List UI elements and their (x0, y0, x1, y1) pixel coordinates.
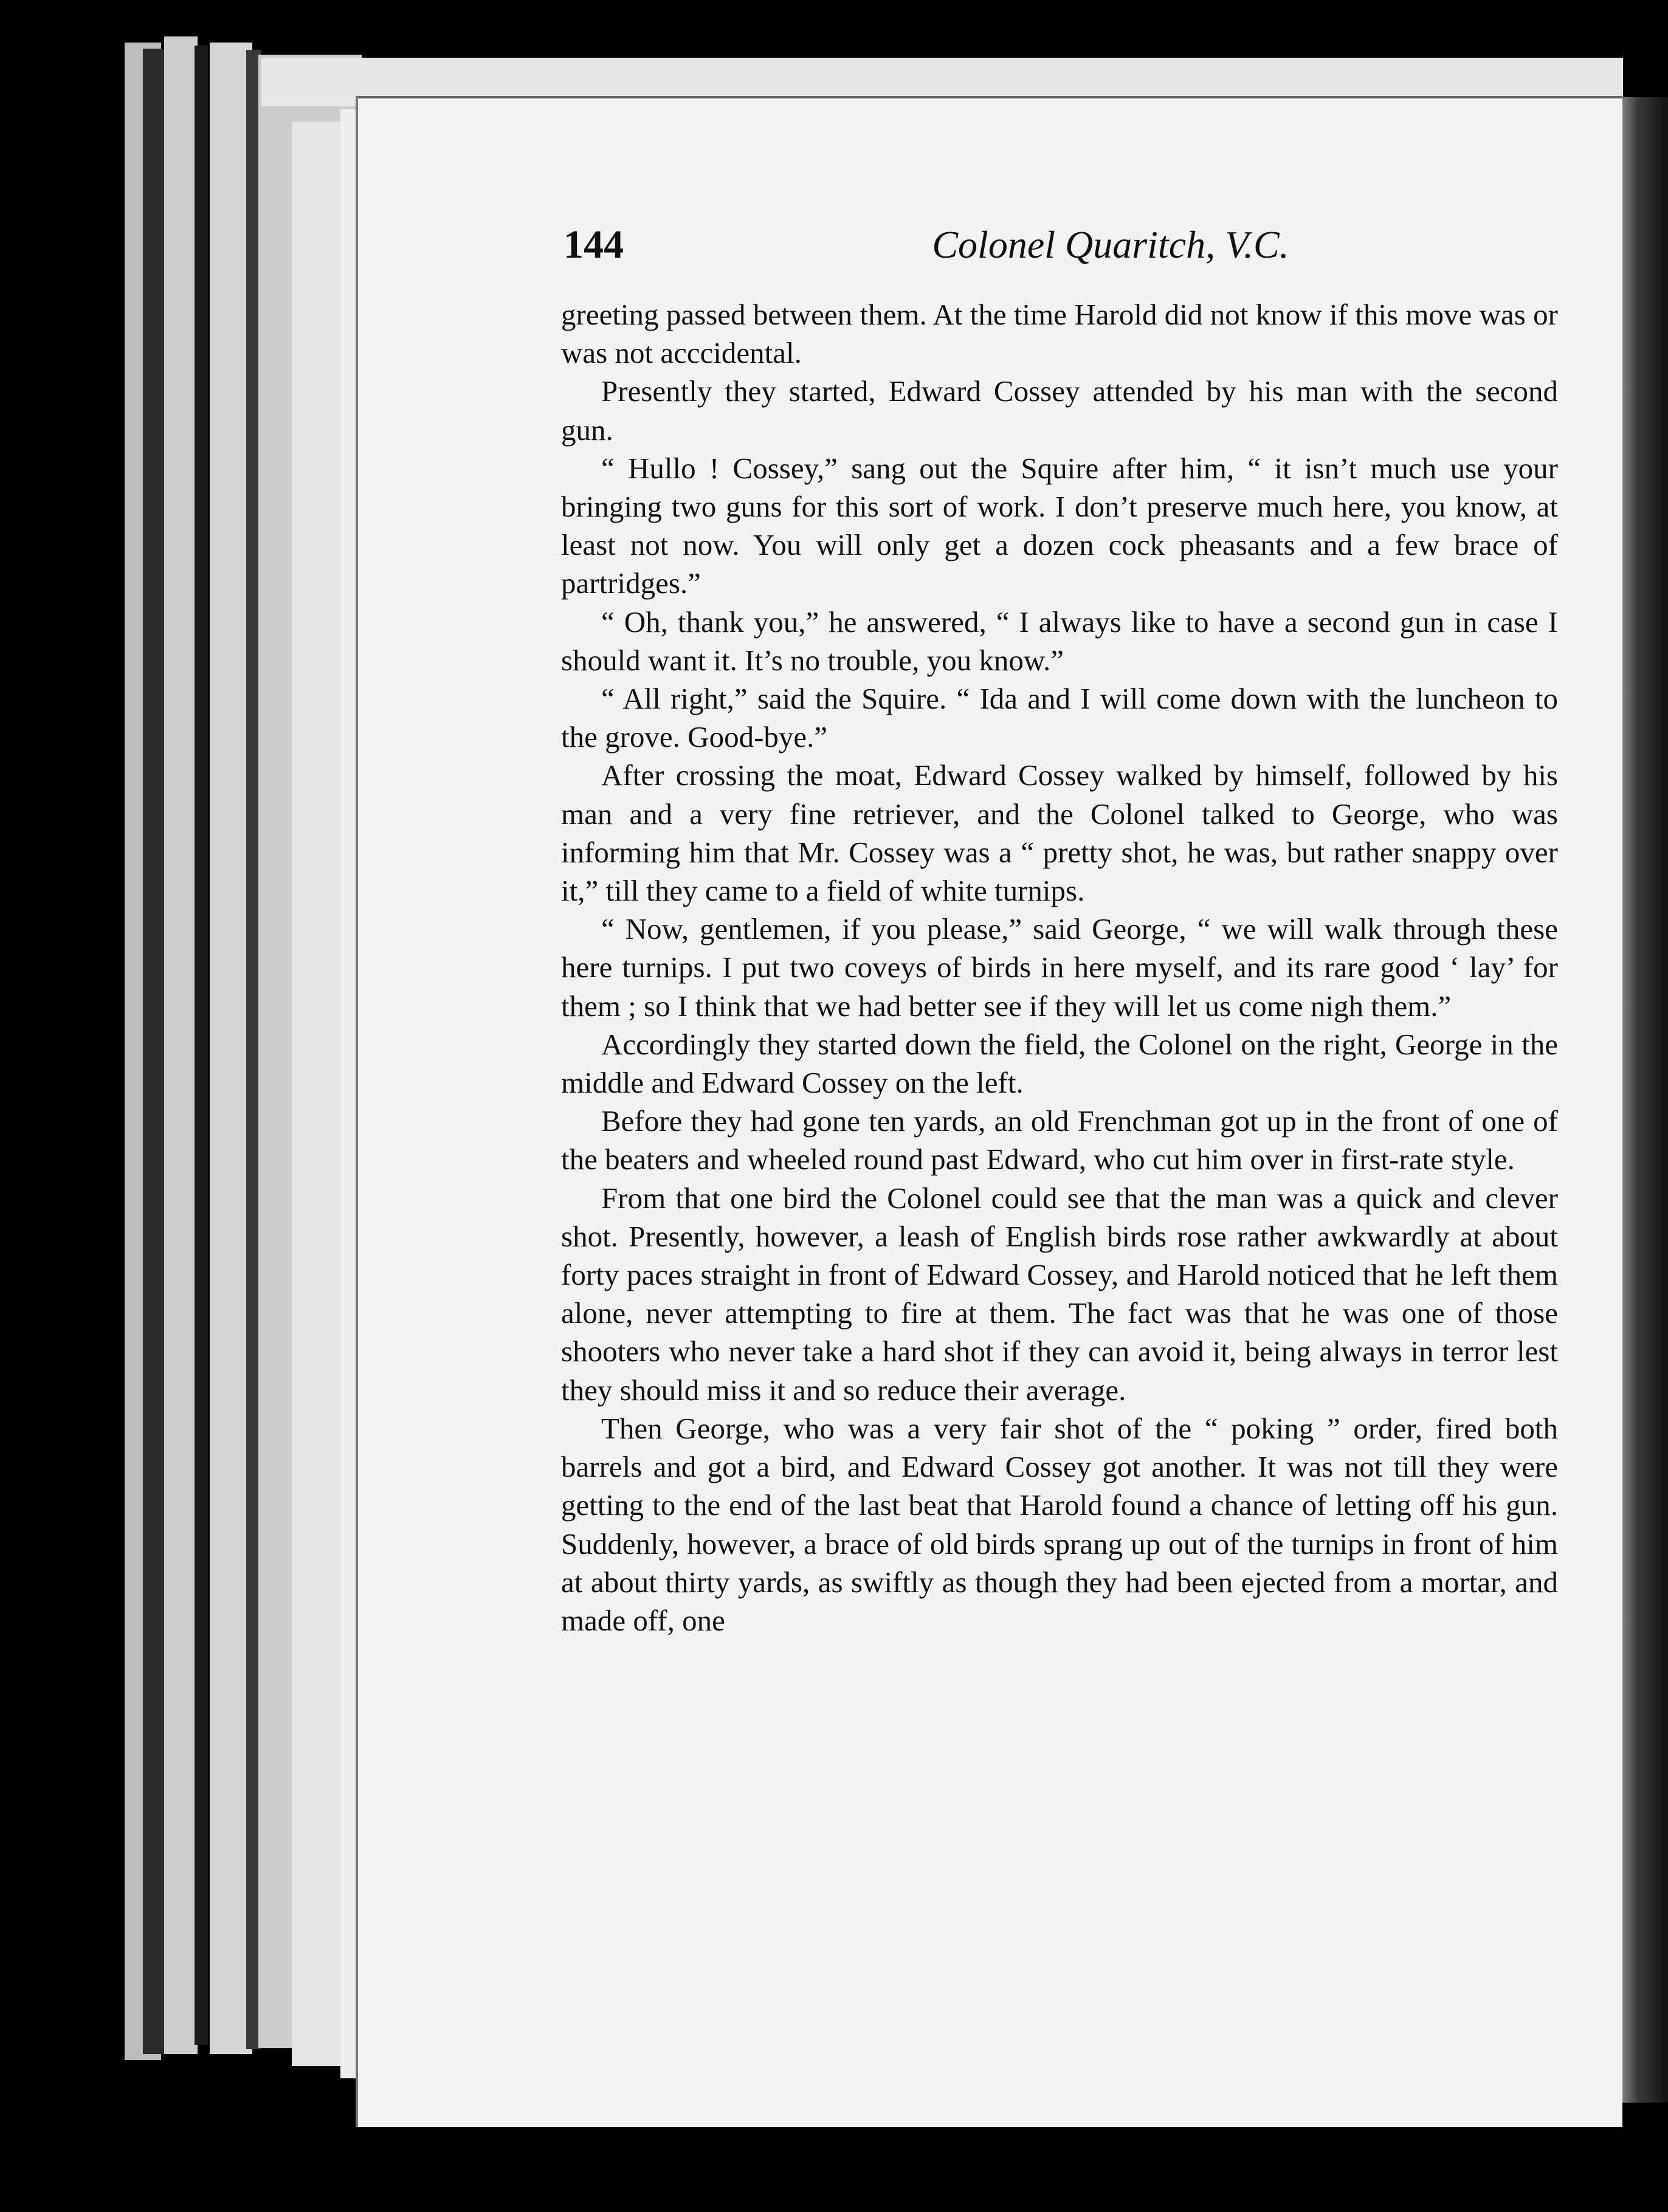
paragraph: “ Hullo ! Cossey,” sang out the Squire after him, “ it isn’t much use your bringing two guns for this sort of work. I don’t preserve much here, you know, at least not now. You will only get a dozen cock pheasants and a few brace of partridges.” (561, 451, 1558, 600)
page-edge (195, 46, 208, 2045)
paragraph: “ Oh, thank you,” he answered, “ I always like to have a second gun in case I should want it. It’s no trouble, you know.” (561, 605, 1558, 677)
book-page (356, 96, 1622, 2127)
page-number: 144 (563, 222, 624, 267)
running-title: Colonel Quaritch, V.C. (932, 223, 1289, 266)
paragraph: Accordingly they started down the field, the Colonel on the right, George in the middle and Edward Cossey on the left. (561, 1027, 1558, 1100)
paragraph: Before they had gone ten yards, an old Frenchman got up in the front of one of the beaters and wheeled round past Edward, who cut him over in first-rate style. (561, 1104, 1558, 1176)
paragraph: Then George, who was a very fair shot of the “ poking ” order, fired both barrels and got a bird, and Edward Cossey got another. It was not till they were getting to the end of the last beat that Harold found a chance of letting off his gun. Suddenly, however, a brace of old birds sprang up out of the turnips in front of him at about thirty yards, as swiftly as though they had been ejected from a mortar, and made off, one (561, 1411, 1558, 1637)
paragraph: “ All right,” said the Squire. “ Ida and I will come down with the luncheon to the grove. Good-bye.” (561, 682, 1558, 754)
paragraph: greeting passed between them. At the time Harold did not know if this move was or was not acccidental. (561, 298, 1558, 370)
paragraph: From that one bird the Colonel could see that the man was a quick and clever shot. Presently, however, a leash of English birds rose rather awkwardly at about forty paces straight in front of Edward Cossey, and Harold noticed that he left them alone, never attempting to fire at them. The fact was that he was one of those shooters who never take a hard shot if they can avoid it, being always in terror lest they should miss it and so reduce their average. (561, 1181, 1558, 1407)
page-header (563, 218, 1585, 272)
book-gutter-shadow (1617, 97, 1668, 2103)
page-edge (143, 49, 167, 2054)
paragraph: Presently they started, Edward Cossey attended by his man with the second gun. (561, 374, 1558, 447)
paragraph: “ Now, gentlemen, if you please,” said George, “ we will walk through these here turnips. I put two coveys of birds in here myself, and its rare good ‘ lay’ for them ; so I think that we had better see if they will let us come nigh them.” (561, 912, 1558, 1023)
body-text (561, 295, 1558, 1640)
page-edge (164, 36, 198, 2054)
paragraph: After crossing the moat, Edward Cossey walked by himself, followed by his man and a very fine retriever, and the Colonel talked to George, who was informing him that Mr. Cossey was a “ pretty shot, he was, but rather snappy over it,” till they came to a field of white turnips. (561, 758, 1558, 908)
